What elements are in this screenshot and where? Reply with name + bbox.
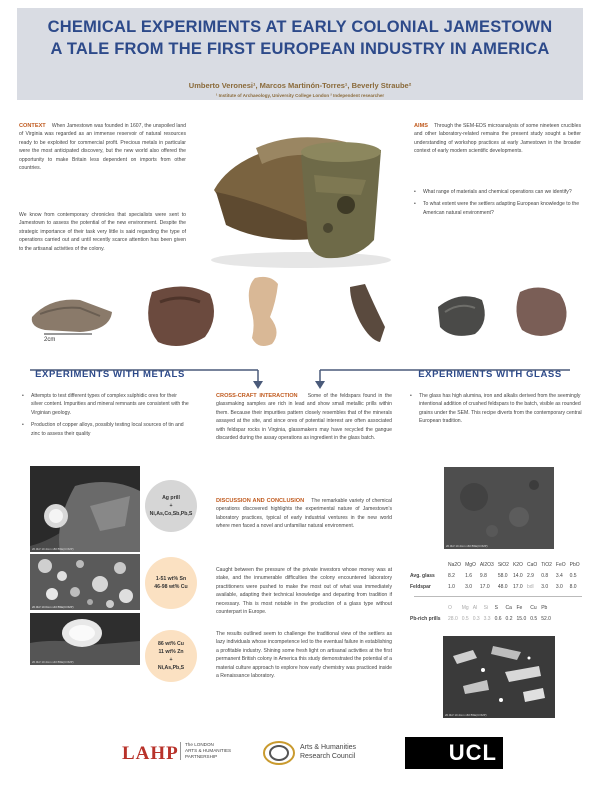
scale-label: 2cm [44, 337, 56, 343]
prill-composition-table [408, 602, 553, 624]
discussion-para1 [216, 497, 392, 531]
circle-line: + [169, 503, 173, 509]
table-cell: 3.4 [555, 572, 563, 579]
col-header: O [448, 604, 452, 611]
circle-line: 11 wt% Zn [158, 649, 184, 655]
discussion-text: The remarkable variety of chemical operations discovered highlights the experimental nature of Jamestown's laboratory practices, typical of early industrial ventures in the new world where men faced a novel and unfamiliar natural environment. [216, 498, 392, 530]
sem-image-feldspar [443, 636, 555, 718]
table-cell: 14.0 [512, 572, 523, 579]
lahp-sub-line: PARTNERSHIP [185, 754, 218, 759]
metals-heading: EXPERIMENTS WITH METALS [35, 369, 185, 380]
circle-line: 86 wt% Cu [158, 641, 184, 647]
metals-bullets [22, 392, 190, 442]
col-header: Na2O [448, 561, 462, 568]
cross-craft-text: Some of the feldspars found in the glassmaking samples are rich in lead and show small metallic prills within them. Because their impurities pattern closely resembles that of the minerals assayed at the site, and since ores of potential interest are often associated with feldspar rocks in Virginia, glassmakers may have recycled the gangue discarded during the assay operations as ingredient in the glass batch. [216, 393, 393, 442]
col-header: Cu [530, 604, 537, 611]
table-cell: 0.5 [569, 572, 577, 579]
col-header: FeO [555, 561, 566, 568]
sem-image-glass [444, 467, 554, 549]
table-cell: 15.0 [516, 615, 527, 622]
discussion-para3: The results outlined seem to challenge the traditional view of the settlers as lazy individuals whose incompetence led to the eventual failure in establishing a profitable industry. Shining some fresh light on artisanal activities at the first permanent British colony in America this study demonstrated the potential of a material culture approach to explore how early chemistry was practiced inside a Renaissance laboratory. [216, 631, 392, 680]
poster-title-line2: A TALE FROM THE FIRST EUROPEAN INDUSTRY IN AMERICA [50, 40, 550, 58]
aims-question: • What range of materials and chemical operations can we identify? [414, 188, 581, 196]
aims-questions [414, 188, 581, 221]
table-cell: 3.0 [465, 583, 473, 590]
discussion-label: DISCUSSION AND CONCLUSION [216, 498, 305, 504]
table-cell: bdl [526, 583, 534, 590]
poster-header [17, 8, 583, 100]
authors: Umberto Veronesi¹, Marcos Martinón-Torres¹, Beverly Straube² [188, 81, 412, 90]
ahrc-line: Research Council [300, 753, 356, 760]
context-label: CONTEXT [19, 123, 46, 129]
context-text: When Jamestown was founded in 1607, the unspoiled land of Virginia was regarded as an immense reservoir of natural resources ready to be exploited for commercial profit. Precious metals in particular were the most anticipated discovery, but the new world also offered the opportunity to make Britain less dependent on imports from other countries. [19, 123, 186, 172]
table-cell: 3.3 [483, 615, 491, 622]
ahrc-emblem-icon [262, 740, 296, 766]
table-cell: 52.0 [541, 615, 551, 622]
sem-caption: 20.0kV 10.4mm x80 BSE(COMP) [32, 547, 74, 551]
circle-line: Ni,As,Pb,S [157, 665, 185, 671]
lahp-subtitle [180, 742, 231, 760]
ucl-text: UCL [448, 740, 497, 765]
table-cell: 3.0 [555, 583, 563, 590]
context-para2: We know from contemporary chronicles that specialists were sent to Jamestown to assess the potential of the new environment. Despite the strategic importance of their task very little is said regarding the type of operations carried out and until recently scarce attention has been given to the artisanal activities of the colony. [19, 212, 186, 252]
col-header: Pb [541, 604, 548, 611]
col-header: PbO [569, 561, 580, 568]
composition-circle-silver [145, 480, 197, 532]
sem-image-bronze [30, 554, 140, 610]
glass-composition-table [408, 559, 582, 592]
circle-line: Ni,As,Co,Sb,Pb,S [149, 511, 193, 517]
table-row [408, 570, 582, 581]
lahp-logo: LAHP [122, 743, 179, 764]
table-cell: 28.0 [448, 615, 458, 622]
circle-line: 46-98 wt% Cu [154, 584, 188, 590]
aims-para [414, 122, 581, 156]
table-cell: 0.5 [461, 615, 469, 622]
circle-line: 1-51 wt% Sn [155, 576, 187, 582]
sem-caption: 20.0kV 10.4mm x40 BSE(COMP) [32, 660, 74, 664]
discussion-para2: Caught between the pressure of the private investors whose money was at stake, and the innumerable difficulties the colony encountered laboratory practitioners were pushed to make the most out of what was immediately available, adapting their technical knowledge and departing from tradition if necessary. This is most notable in the production of a glass type without counterpart in Europe. [216, 567, 392, 616]
table-cell: 0.6 [494, 615, 502, 622]
table-cell: 9.8 [479, 572, 487, 579]
ahrc-logo [300, 743, 356, 761]
col-header: Si [483, 604, 489, 611]
table-cell: 0.3 [472, 615, 480, 622]
poster-title-line1: CHEMICAL EXPERIMENTS AT EARLY COLONIAL JAMESTOWN [47, 18, 553, 36]
table-cell: 2.9 [526, 572, 534, 579]
col-header: MgO [465, 561, 476, 568]
col-header: S [494, 604, 498, 611]
col-header: Al2O3 [479, 561, 494, 568]
circle-line: + [169, 657, 173, 663]
table-divider [414, 596, 582, 597]
col-header: Mg [461, 604, 469, 611]
table-cell: 8.0 [569, 583, 577, 590]
sem-caption: 20.0kV 10.4mm x60 BSE(COMP) [445, 713, 487, 717]
context-para1 [19, 122, 186, 172]
row-label: Avg. glass [410, 572, 435, 579]
crucibles-photo [196, 120, 406, 270]
ahrc-line: Arts & Humanities [300, 744, 357, 751]
table-cell: 0.8 [541, 572, 549, 579]
cross-craft-para [216, 392, 392, 442]
col-header: K2O [512, 561, 523, 568]
ucl-logo [405, 737, 503, 769]
lahp-sub-line: ARTS & HUMANITIES [185, 748, 232, 753]
table-cell: 8.2 [448, 572, 455, 579]
table-cell: 17.0 [479, 583, 490, 590]
composition-circle-brass [145, 630, 197, 682]
col-header: Fe [516, 604, 523, 611]
metals-bullet: • Attempts to test different types of complex sulphidic ores for their silver content. Impurities and mineral remnants are consistent with the Virginian geology. [22, 392, 190, 417]
table-cell: 0.5 [530, 615, 538, 622]
table-cell: 0.2 [505, 615, 513, 622]
sem-image-brass [30, 613, 140, 665]
col-header: TiO2 [541, 561, 552, 568]
circle-line: Ag prill [162, 495, 180, 501]
table-cell: 17.0 [512, 583, 523, 590]
glass-bullet: • The glass has high alumina, iron and alkalis derived from the seemingly intentional addition of crushed feldspars to the batch, visible as rounded grains under the SEM. This recipe diverts from the contemporary central European tradition. [410, 392, 582, 426]
glass-heading: EXPERIMENTS WITH GLASS [418, 369, 562, 380]
aims-question: • To what extent were the settlers adapting European knowledge to the American natural environment? [414, 200, 581, 217]
col-header: SiO2 [497, 561, 509, 568]
composition-circle-bronze [145, 557, 197, 609]
table-row [408, 613, 553, 624]
aims-text: Through the SEM-EDS microanalysis of some nineteen crucibles and other laboratory-related remains the present study sought a better understanding of workshop practices at early Jamestown in the broader context of early modern scientific developments. [414, 123, 581, 155]
glass-bullets [410, 392, 582, 430]
table-cell: 1.0 [448, 583, 455, 590]
table-cell: 1.6 [465, 572, 473, 579]
cross-craft-label: CROSS-CRAFT INTERACTION [216, 393, 298, 399]
row-label: Feldspar [410, 583, 431, 590]
sem-image-silver [30, 466, 140, 552]
metals-bullet: • Production of copper alloys, possibly testing local sources of tin and zinc to assess their quality [22, 421, 190, 438]
table-cell: 3.0 [541, 583, 549, 590]
col-header: Ca [505, 604, 512, 611]
sem-caption: 20.0kV 10.4mm x60 BSE(COMP) [446, 544, 488, 548]
affiliations: ¹ Institute of Archaeology, University College London ² Independent researcher [215, 93, 385, 98]
lahp-sub-line: The LONDON [185, 742, 214, 747]
table-row [408, 581, 582, 592]
artifacts-row [20, 272, 585, 357]
table-cell: 58.0 [497, 572, 508, 579]
col-header: CaO [526, 561, 538, 568]
aims-label: AIMS [414, 123, 428, 129]
table-cell: 48.0 [497, 583, 508, 590]
col-header: Al [472, 604, 478, 611]
row-label: Pb-rich prills [410, 615, 441, 622]
sem-caption: 20.0kV 10.6mm x40 BSE(COMP) [32, 605, 74, 609]
